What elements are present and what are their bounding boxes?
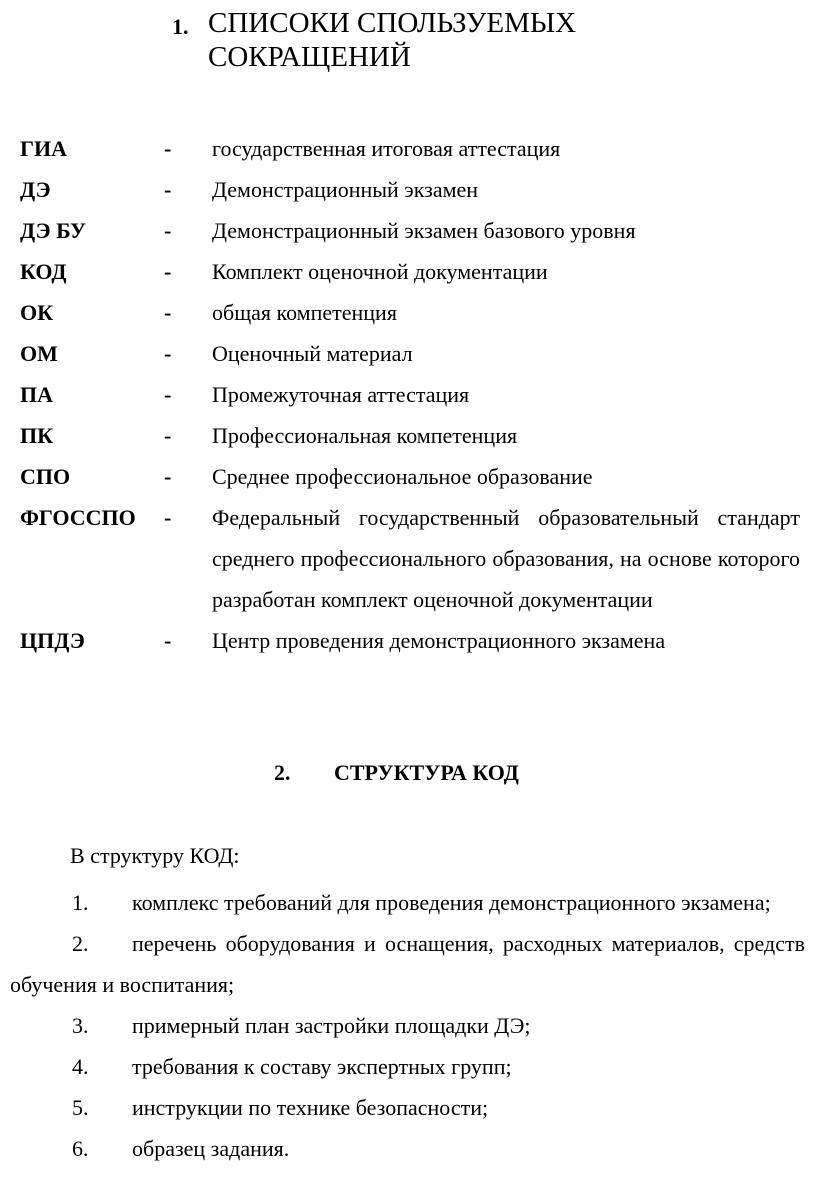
list-item-number: 2. — [72, 931, 89, 956]
section-2-number: 2. — [274, 760, 291, 785]
abbreviation-term: КОД — [20, 259, 67, 284]
abbreviation-dash: - — [164, 464, 172, 489]
list-item — [10, 1087, 805, 1128]
abbreviation-row — [20, 292, 800, 333]
list-item-number: 3. — [72, 1013, 89, 1038]
abbreviation-definition: Демонстрационный экзамен — [212, 177, 479, 202]
abbreviation-term: ОК — [20, 300, 54, 325]
section-2-intro: В структуру КОД: — [70, 843, 240, 868]
list-item-text: требования к составу экспертных групп; — [132, 1054, 512, 1079]
abbreviation-definition: государственная итоговая аттестация — [212, 136, 561, 161]
abbreviation-definition: Промежуточная аттестация — [212, 382, 470, 407]
abbreviation-definition: общая компетенция — [212, 300, 397, 325]
abbreviation-term: ОМ — [20, 341, 58, 366]
section-2-title: СТРУКТУРА КОД — [334, 760, 519, 785]
abbreviation-term: ФГОССПО — [20, 505, 136, 530]
abbreviation-term: ДЭ — [20, 177, 51, 202]
abbreviation-term: СПО — [20, 464, 71, 489]
abbreviation-term: ЦПДЭ — [20, 628, 85, 653]
structure-list — [10, 882, 805, 1169]
list-item-number: 1. — [72, 890, 89, 915]
section-1-title — [208, 6, 728, 74]
list-item-text: перечень оборудования и оснащения, расходных материалов, средств обучения и воспитания; — [10, 931, 805, 997]
list-item-text: примерный план застройки площадки ДЭ; — [132, 1013, 531, 1038]
abbreviation-dash: - — [164, 628, 172, 653]
abbreviation-definition: Федеральный государственный образовательный стандарт среднего профессионального образования, на основе которого разработан комплект оценочной документации — [212, 505, 800, 612]
abbreviation-row — [20, 128, 800, 169]
abbreviation-dash: - — [164, 259, 172, 284]
abbreviation-row — [20, 374, 800, 415]
abbreviation-dash: - — [164, 382, 172, 407]
list-item — [10, 882, 805, 923]
abbreviation-row — [20, 210, 800, 251]
abbreviation-dash: - — [164, 218, 172, 243]
abbreviation-term: ПА — [20, 382, 53, 407]
list-item — [10, 1005, 805, 1046]
abbreviation-row — [20, 169, 800, 210]
section-1-title-line-1: СПИСОКИ СПОЛЬЗУЕМЫХ — [208, 7, 577, 39]
abbreviation-row — [20, 497, 800, 620]
abbreviation-dash: - — [164, 505, 172, 530]
abbreviation-dash: - — [164, 136, 172, 161]
abbreviation-definition: Комплект оценочной документации — [212, 259, 548, 284]
abbreviation-dash: - — [164, 423, 172, 448]
list-item — [10, 1046, 805, 1087]
list-item-number: 5. — [72, 1095, 89, 1120]
abbreviation-definition: Оценочный материал — [212, 341, 413, 366]
abbreviation-dash: - — [164, 177, 172, 202]
abbreviation-definition: Профессиональная компетенция — [212, 423, 518, 448]
abbreviation-row — [20, 251, 800, 292]
abbreviation-dash: - — [164, 341, 172, 366]
abbreviation-term: ПК — [20, 423, 54, 448]
abbreviation-row — [20, 333, 800, 374]
abbreviation-definition: Центр проведения демонстрационного экзамена — [212, 628, 666, 653]
section-1-number: 1. — [172, 14, 189, 39]
abbreviation-dash: - — [164, 300, 172, 325]
list-item-text: инструкции по технике безопасности; — [132, 1095, 489, 1120]
abbreviation-definition: Среднее профессиональное образование — [212, 464, 593, 489]
abbreviation-list — [20, 128, 800, 661]
list-item — [10, 1128, 805, 1169]
abbreviation-row — [20, 415, 800, 456]
abbreviation-row — [20, 620, 800, 661]
abbreviation-row — [20, 456, 800, 497]
list-item — [10, 923, 805, 1005]
abbreviation-term: ГИА — [20, 136, 67, 161]
list-item-number: 6. — [72, 1136, 89, 1161]
list-item-text: комплекс требований для проведения демонстрационного экзамена; — [132, 890, 771, 915]
list-item-number: 4. — [72, 1054, 89, 1079]
list-item-text: образец задания. — [132, 1136, 290, 1161]
section-1-title-line-2: СОКРАЩЕНИЙ — [208, 41, 411, 73]
abbreviation-term: ДЭ БУ — [20, 218, 87, 243]
abbreviation-definition: Демонстрационный экзамен базового уровня — [212, 218, 636, 243]
